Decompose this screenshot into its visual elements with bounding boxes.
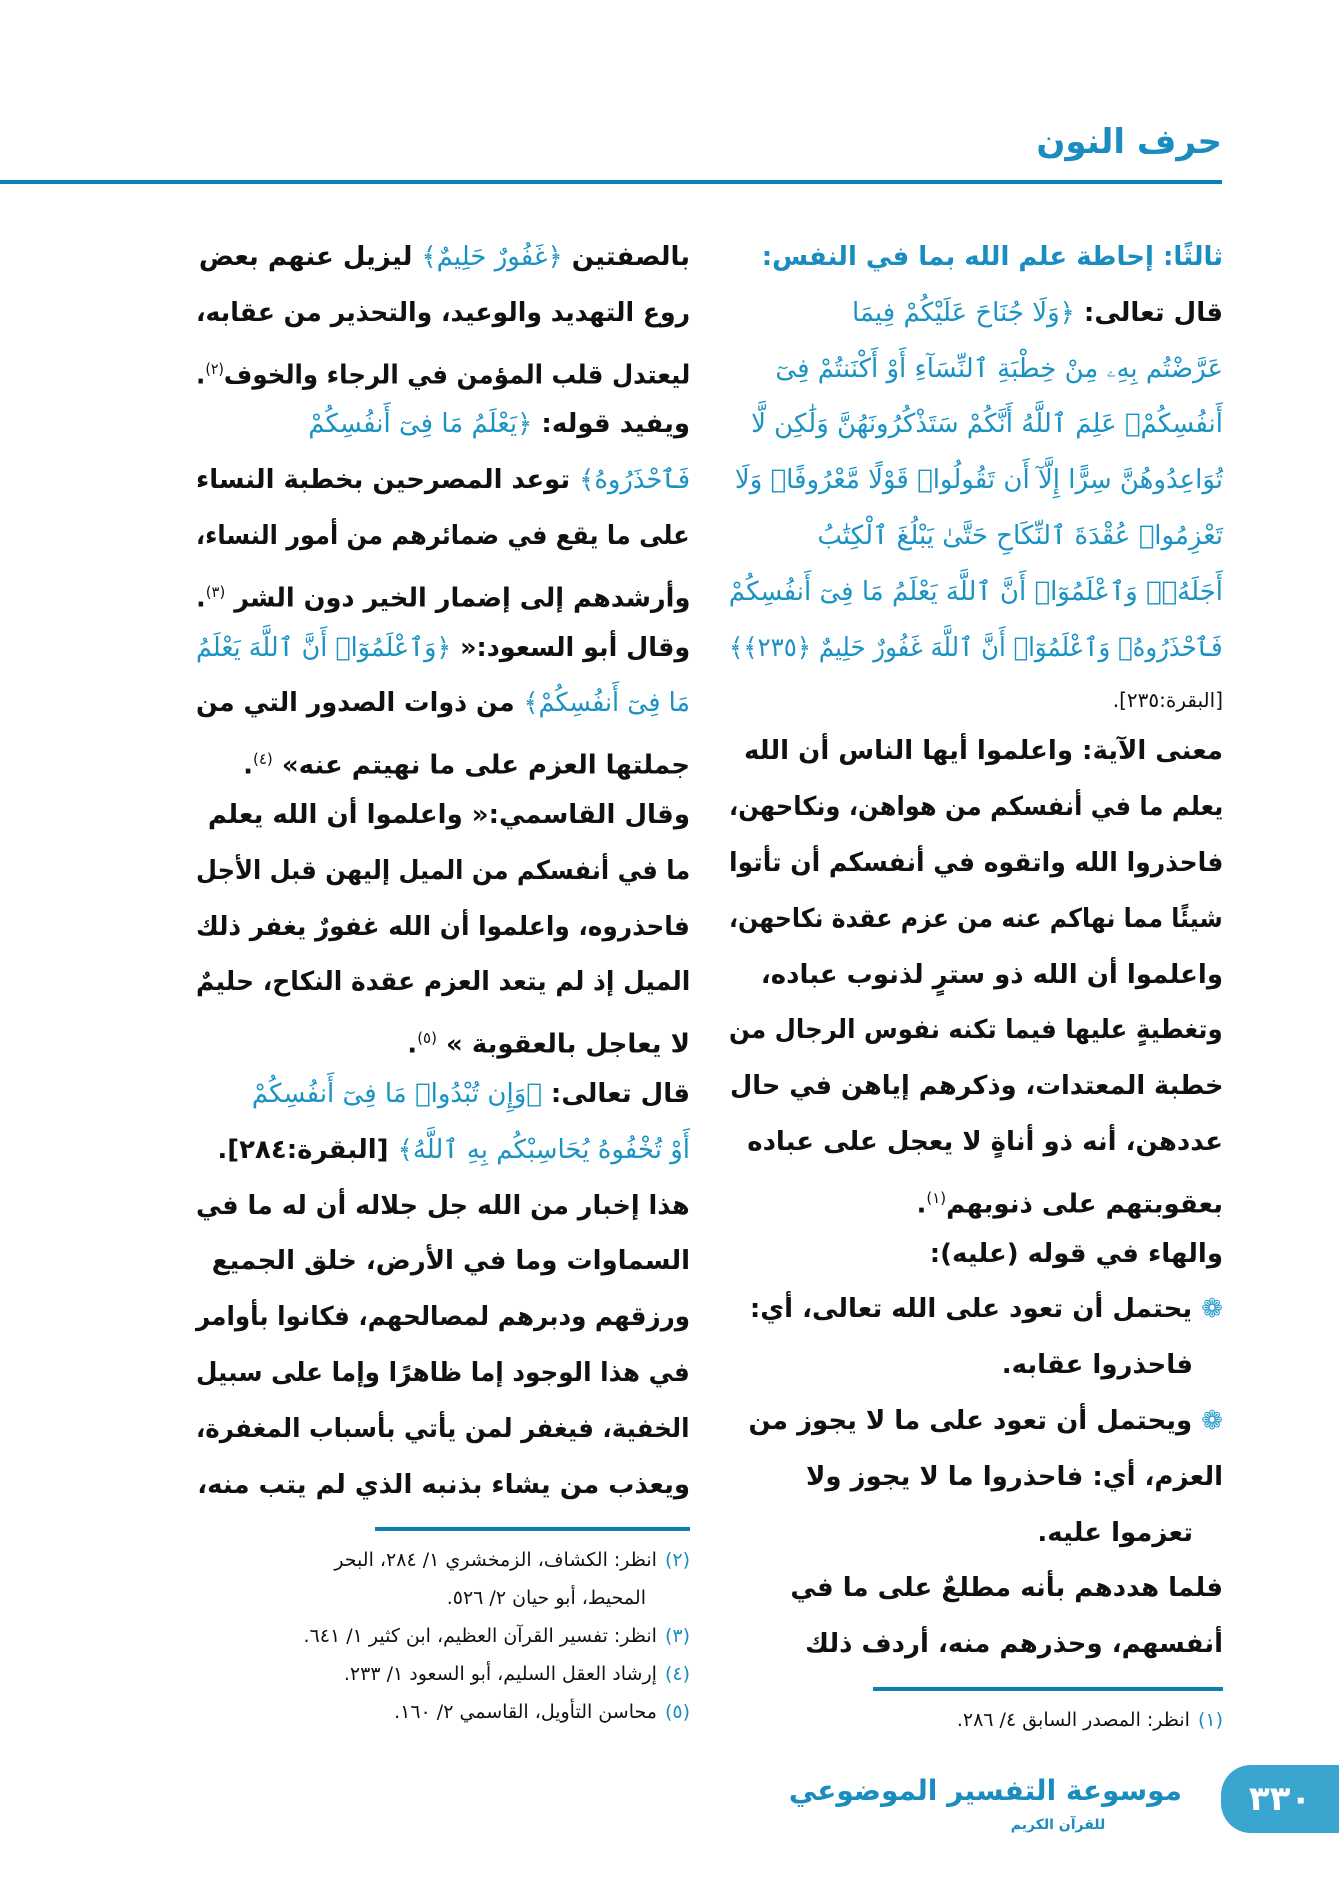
- footnote-divider: [375, 1527, 690, 1531]
- line-content: [197, 1458, 690, 1514]
- text-segment: يحتمل أن تعود على الله تعالى، أي:: [749, 1294, 1193, 1325]
- text-line: [196, 676, 690, 732]
- footnote-ref: (٢): [205, 359, 224, 378]
- line-content: [729, 1059, 1223, 1115]
- text-line: [196, 788, 690, 844]
- line-content: [751, 397, 1223, 453]
- line-content: [817, 509, 1223, 565]
- text-segment: .: [916, 1189, 927, 1220]
- text-line: [196, 1346, 690, 1402]
- quran-verse: تَعْزِمُوا۟ عُقْدَةَ ٱلنِّكَاحِ حَتَّىٰ يَبْلُغَ ٱلْكِتَٰبُ: [817, 520, 1223, 551]
- quran-verse: أَوْ تُخْفُوهُ يُحَاسِبْكُم بِهِ ٱللَّهُ﴾: [397, 1134, 690, 1165]
- line-content: [761, 948, 1223, 1004]
- line-content: [196, 955, 690, 1011]
- text-line: [196, 565, 690, 621]
- text-segment: [البقرة:٢٨٤].: [217, 1134, 398, 1165]
- footnote-number: (٣): [664, 1625, 690, 1648]
- line-content: [805, 1617, 1223, 1673]
- text-line: [729, 1617, 1223, 1673]
- quran-verse: ﴿وَإِن تُبْدُوا۟ مَا فِىٓ أَنفُسِكُمْ: [251, 1078, 542, 1109]
- text-segment: هذا إخبار من الله جل جلاله أن له ما في: [196, 1190, 690, 1221]
- text-line: [196, 732, 690, 788]
- footnote-ref: (٤): [252, 750, 273, 769]
- text-segment: وتغطيةٍ عليها فيما تكنه نفوس الرجال من: [729, 1015, 1223, 1046]
- text-line: [196, 621, 690, 677]
- quran-verse: ﴿يَعْلَمُ مَا فِىٓ أَنفُسِكُمْ: [308, 409, 533, 440]
- text-segment: ويعذب من يشاء بذنبه الذي لم يتب منه،: [197, 1469, 690, 1500]
- text-line: [729, 1450, 1223, 1506]
- footnote: [196, 1579, 690, 1617]
- text-line: [196, 230, 690, 286]
- text-segment: ليعتدل قلب المؤمن في الرجاء والخوف: [223, 360, 690, 391]
- line-content: [252, 1067, 690, 1123]
- text-segment: فاحذروا الله واتقوه في أنفسكم أن تأتوا: [728, 847, 1223, 878]
- text-line: [729, 1338, 1223, 1394]
- text-segment: والهاء في قوله (عليه):: [929, 1238, 1223, 1269]
- text-segment: على ما يقع في ضمائرهم من أمور النساء،: [196, 520, 690, 551]
- text-line: [729, 621, 1223, 677]
- line-content: [196, 1346, 690, 1402]
- text-line: [729, 286, 1223, 342]
- section-heading: [729, 230, 1223, 286]
- text-line: [196, 844, 690, 900]
- footnote-text: محاسن التأويل، القاسمي ٢/ ١٦٠.: [394, 1701, 657, 1724]
- line-content: [196, 342, 690, 404]
- text-line: [196, 397, 690, 453]
- text-line: [196, 286, 690, 342]
- line-content: [916, 1171, 1223, 1233]
- line-content: [196, 286, 690, 342]
- text-line: [729, 342, 1223, 398]
- line-content: [790, 1561, 1223, 1617]
- quran-verse: فَٱحْذَرُوهُۚ وَٱعْلَمُوٓا۟ أَنَّ ٱللَّهَ غَفُورٌ حَلِيمٌ ﴿٢٣٥﴾﴾: [729, 632, 1223, 663]
- line-content: [196, 844, 690, 900]
- text-segment: جملتها العزم على ما نهيتم عنه»: [272, 750, 690, 781]
- right-column: [729, 230, 1223, 1739]
- encyclopedia-logo: [788, 1768, 1182, 1844]
- logo-title: موسوعة التفسير الموضوعي: [788, 1774, 1182, 1807]
- footnote: [196, 1541, 690, 1579]
- line-content: [243, 732, 690, 794]
- line-content: [806, 1450, 1223, 1506]
- line-content: [852, 286, 1223, 342]
- line-content: [1037, 1506, 1193, 1562]
- text-segment: تعزموا عليه.: [1037, 1517, 1193, 1548]
- line-content: [196, 900, 690, 956]
- text-line: [729, 948, 1223, 1004]
- text-line: [196, 955, 690, 1011]
- line-content: [196, 565, 690, 627]
- text-segment: عددهن، أنه ذو أناةٍ لا يعجل على عباده: [747, 1126, 1223, 1157]
- footnote-divider: [873, 1687, 1223, 1691]
- text-segment: وقال القاسمي:« واعلموا أن الله يعلم: [207, 799, 690, 830]
- footnote-text: انظر: الكشاف، الزمخشري ١/ ٢٨٤، البحر: [334, 1549, 657, 1572]
- text-line: [729, 1115, 1223, 1171]
- line-content: [196, 1179, 690, 1235]
- line-content: [208, 788, 690, 844]
- text-segment: السماوات وما في الأرض، خلق الجميع: [211, 1246, 690, 1277]
- line-content: [196, 453, 690, 509]
- text-segment: ويحتمل أن تعود على ما لا يجوز من: [748, 1405, 1193, 1436]
- quran-verse: عَرَّضْتُم بِهِۦ مِنْ خِطْبَةِ ٱلنِّسَآءِ أَوْ أَكْنَنتُمْ فِىٓ: [775, 353, 1223, 384]
- quran-verse: ﴿وَٱعْلَمُوٓا۟ أَنَّ ٱللَّهَ يَعْلَمُ: [195, 632, 452, 663]
- footnote-text: انظر: المصدر السابق ٤/ ٢٨٦.: [956, 1708, 1190, 1731]
- footnote-number: (٥): [664, 1701, 690, 1724]
- quran-verse: ﴿وَلَا جُنَاحَ عَلَيْكُمْ فِيمَا: [851, 297, 1075, 328]
- quran-verse: أَجَلَهُۥۚ وَٱعْلَمُوٓا۟ أَنَّ ٱللَّهَ يَعْلَمُ مَا فِىٓ أَنفُسِكُمْ: [728, 576, 1223, 607]
- text-segment: .: [407, 1029, 418, 1060]
- line-content: [762, 230, 1223, 286]
- footnote-text: انظر: تفسير القرآن العظيم، ابن كثير ١/ ٦٤١.: [303, 1625, 657, 1648]
- line-content: [407, 1011, 690, 1073]
- line-content: [196, 621, 690, 677]
- text-segment: الخفية، فيغفر لمن يأتي بأسباب المغفرة،: [196, 1413, 690, 1444]
- line-content: [308, 397, 690, 453]
- text-line: [729, 836, 1223, 892]
- logo-subtitle: للقرآن الكريم: [1010, 1817, 1106, 1833]
- text-segment: ليزيل عنهم بعض: [198, 242, 422, 272]
- text-line: [196, 342, 690, 398]
- flower-bullet-icon: ❁: [1192, 1405, 1223, 1436]
- footnote: [196, 1693, 690, 1731]
- text-segment: لا يعاجل بالعقوبة »: [436, 1029, 690, 1060]
- chapter-title: حرف النون: [1036, 122, 1222, 162]
- text-line: [729, 1003, 1223, 1059]
- text-segment: معنى الآية: واعلموا أيها الناس أن الله: [744, 736, 1223, 767]
- footnote-ref: (٥): [417, 1029, 437, 1048]
- line-content: [747, 1115, 1223, 1171]
- text-segment: في هذا الوجود إما ظاهرًا وإما على سبيل: [196, 1357, 690, 1388]
- line-content: [775, 342, 1223, 398]
- text-line: [729, 1282, 1223, 1338]
- line-content: [212, 1234, 690, 1290]
- page-number: ٣٣٠: [1221, 1765, 1339, 1833]
- text-line: [196, 453, 690, 509]
- text-segment: توعد المصرحين بخطبة النساء: [195, 465, 580, 496]
- text-line: [196, 1179, 690, 1235]
- text-segment: ثالثًا: إحاطة علم الله بما في النفس:: [761, 242, 1223, 272]
- text-line: [729, 1561, 1223, 1617]
- text-line: [729, 724, 1223, 780]
- text-line: [729, 780, 1223, 836]
- text-line: [196, 900, 690, 956]
- text-segment: قال تعالى:: [541, 1078, 690, 1109]
- footnote-ref: (٣): [205, 582, 225, 601]
- quran-verse: تُوَاعِدُوهُنَّ سِرًّا إِلَّآ أَن تَقُولُوا۟ قَوْلًا مَّعْرُوفًاۚ وَلَا: [734, 465, 1223, 496]
- flower-bullet-icon: ❁: [1192, 1294, 1223, 1325]
- text-segment: خطبة المعتدات، وذكرهم إياهن في حال: [729, 1071, 1223, 1102]
- text-segment: ما في أنفسكم من الميل إليهن قبل الأجل: [195, 855, 690, 886]
- line-content: [750, 1282, 1223, 1338]
- footnote-number: (٢): [664, 1549, 690, 1572]
- line-content: [1113, 676, 1223, 724]
- line-content: [729, 1003, 1223, 1059]
- line-content: [729, 892, 1223, 948]
- text-line: [196, 1290, 690, 1346]
- text-line: [729, 1227, 1223, 1283]
- line-content: [1002, 1338, 1193, 1394]
- header-divider: [0, 180, 1222, 184]
- text-line: [729, 565, 1223, 621]
- text-segment: يعلم ما في أنفسكم من هواهن، ونكاحهن،: [728, 792, 1223, 823]
- footnote: [729, 1701, 1223, 1739]
- quran-verse: فَٱحْذَرُوهُ﴾: [579, 465, 690, 496]
- line-content: [196, 676, 690, 732]
- footnote: [196, 1655, 690, 1693]
- text-segment: فلما هددهم بأنه مطلعٌ على ما في: [790, 1573, 1223, 1604]
- line-content: [196, 509, 690, 565]
- footnote-ref: (١): [926, 1188, 947, 1207]
- line-content: [729, 836, 1223, 892]
- text-segment: بالصفتين: [562, 242, 690, 272]
- text-segment: ورزقهم ودبرهم لمصالحهم، فكانوا بأوامر: [196, 1302, 690, 1333]
- line-content: [729, 780, 1223, 836]
- text-segment: .: [243, 750, 253, 781]
- line-content: [217, 1123, 690, 1179]
- text-line: [196, 1011, 690, 1067]
- line-content: [729, 565, 1223, 621]
- text-segment: ويفيد قوله:: [532, 409, 690, 440]
- text-segment: فاحذروه، واعلموا أن الله غفورٌ يغفر ذلك: [196, 911, 690, 942]
- footnote-number: (٤): [664, 1663, 690, 1686]
- text-line: [196, 1234, 690, 1290]
- line-content: [196, 1402, 690, 1458]
- text-segment: روع التهديد والوعيد، والتحذير من عقابه،: [195, 297, 690, 328]
- text-line: [729, 1059, 1223, 1115]
- text-line: [196, 1402, 690, 1458]
- text-line: [196, 1067, 690, 1123]
- text-segment: أنفسهم، وحذرهم منه، أردف ذلك: [805, 1629, 1223, 1660]
- text-line: [729, 397, 1223, 453]
- line-content: [196, 1290, 690, 1346]
- text-segment: وأرشدهم إلى إضمار الخير دون الشر: [224, 583, 690, 614]
- text-line: [729, 1506, 1223, 1562]
- text-segment: .: [195, 583, 206, 614]
- text-segment: وقال أبو السعود:«: [451, 632, 690, 663]
- text-line: [196, 1123, 690, 1179]
- text-segment: شيئًا مما نهاكم عنه من عزم عقدة نكاحهن،: [729, 903, 1223, 934]
- text-line: [729, 453, 1223, 509]
- text-line: [729, 892, 1223, 948]
- text-segment: الميل إذ لم يتعد العزم عقدة النكاح، حليمٌ: [195, 967, 690, 998]
- text-line: [729, 1394, 1223, 1450]
- text-line: [196, 1458, 690, 1514]
- line-content: [930, 1227, 1223, 1283]
- line-content: [729, 621, 1223, 677]
- text-segment: بعقوبتهم على ذنوبهم: [946, 1189, 1223, 1220]
- quran-verse: مَا فِىٓ أَنفُسِكُمْ﴾: [523, 688, 690, 719]
- text-segment: فاحذروا عقابه.: [1001, 1350, 1193, 1381]
- text-line: [196, 509, 690, 565]
- left-column: [196, 230, 690, 1731]
- text-line: [729, 509, 1223, 565]
- footnote-number: (١): [1197, 1708, 1223, 1731]
- text-segment: من ذوات الصدور التي من: [195, 688, 524, 719]
- text-line: [729, 676, 1223, 724]
- text-segment: [البقرة:٢٣٥].: [1112, 688, 1223, 713]
- footnote-text: المحيط، أبو حيان ٢/ ٥٢٦.: [446, 1587, 646, 1610]
- line-content: [744, 724, 1223, 780]
- footnote: [196, 1617, 690, 1655]
- line-content: [735, 453, 1223, 509]
- text-segment: قال تعالى:: [1074, 297, 1223, 328]
- text-segment: واعلموا أن الله ذو سترٍ لذنوب عباده،: [760, 959, 1223, 990]
- quran-verse: أَنفُسِكُمْۚ عَلِمَ ٱللَّهُ أَنَّكُمْ سَتَذْكُرُونَهُنَّ وَلَٰكِن لَّا: [751, 409, 1223, 440]
- quran-verse: ﴿غَفُورٌ حَلِيمٌ﴾: [421, 242, 563, 272]
- line-content: [749, 1394, 1223, 1450]
- text-segment: .: [195, 360, 206, 391]
- footnote-text: إرشاد العقل السليم، أبو السعود ١/ ٢٣٣.: [343, 1663, 657, 1686]
- text-line: [729, 1171, 1223, 1227]
- line-content: [199, 230, 690, 286]
- text-segment: العزم، أي: فاحذروا ما لا يجوز ولا: [805, 1461, 1223, 1492]
